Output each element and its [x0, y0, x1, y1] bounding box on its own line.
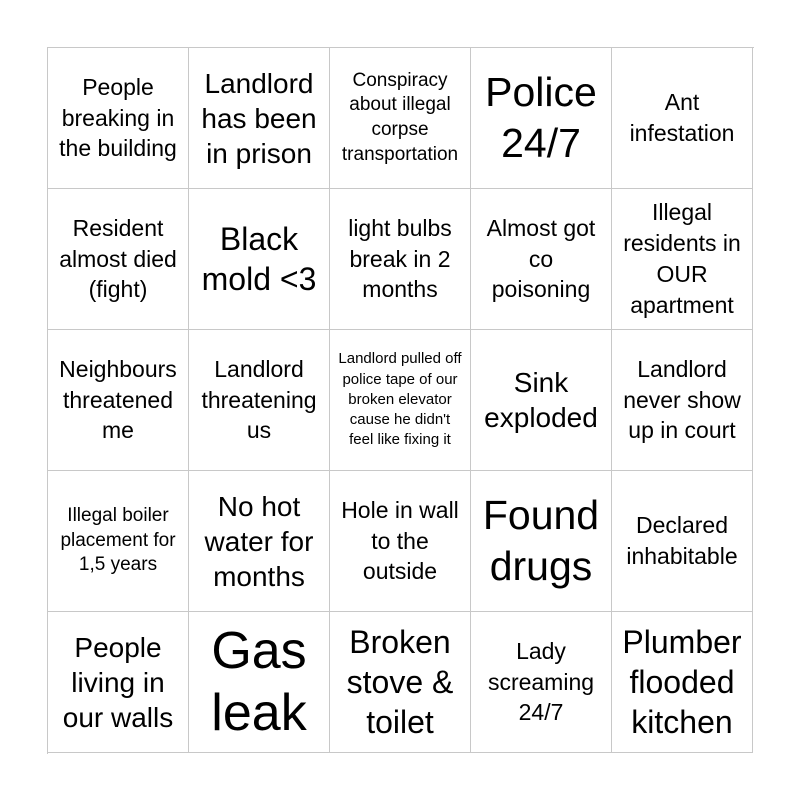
bingo-cell-r2c3[interactable]: light bulbs break in 2 months [330, 189, 471, 330]
bingo-cell-r1c5[interactable]: Ant infestation [612, 48, 753, 189]
bingo-cell-r4c5[interactable]: Declared inhabitable [612, 471, 753, 612]
bingo-cell-r1c3[interactable]: Conspiracy about illegal corpse transportation [330, 48, 471, 189]
bingo-cell-r3c2[interactable]: Landlord threatening us [189, 330, 330, 471]
bingo-cell-r1c1[interactable]: People breaking in the building [48, 48, 189, 189]
bingo-cell-r2c1[interactable]: Resident almost died (fight) [48, 189, 189, 330]
bingo-cell-r2c5[interactable]: Illegal residents in OUR apartment [612, 189, 753, 330]
bingo-cell-r1c4[interactable]: Police 24/7 [471, 48, 612, 189]
bingo-cell-r4c1[interactable]: Illegal boiler placement for 1,5 years [48, 471, 189, 612]
bingo-cell-r3c1[interactable]: Neighbours threatened me [48, 330, 189, 471]
bingo-cell-r3c3[interactable]: Landlord pulled off police tape of our broken elevator cause he didn't feel like fixing it [330, 330, 471, 471]
bingo-cell-r5c1[interactable]: People living in our walls [48, 612, 189, 753]
bingo-cell-r5c3[interactable]: Broken stove & toilet [330, 612, 471, 753]
bingo-cell-r4c3[interactable]: Hole in wall to the outside [330, 471, 471, 612]
bingo-cell-r1c2[interactable]: Landlord has been in prison [189, 48, 330, 189]
bingo-cell-r5c5[interactable]: Plumber flooded kitchen [612, 612, 753, 753]
bingo-cell-r5c4[interactable]: Lady screaming 24/7 [471, 612, 612, 753]
bingo-cell-r5c2[interactable]: Gas leak [189, 612, 330, 753]
bingo-cell-r4c2[interactable]: No hot water for months [189, 471, 330, 612]
bingo-cell-r3c5[interactable]: Landlord never show up in court [612, 330, 753, 471]
bingo-board [47, 47, 754, 754]
bingo-cell-r2c2[interactable]: Black mold <3 [189, 189, 330, 330]
bingo-cell-r2c4[interactable]: Almost got co poisoning [471, 189, 612, 330]
bingo-cell-r3c4[interactable]: Sink exploded [471, 330, 612, 471]
bingo-cell-r4c4[interactable]: Found drugs [471, 471, 612, 612]
